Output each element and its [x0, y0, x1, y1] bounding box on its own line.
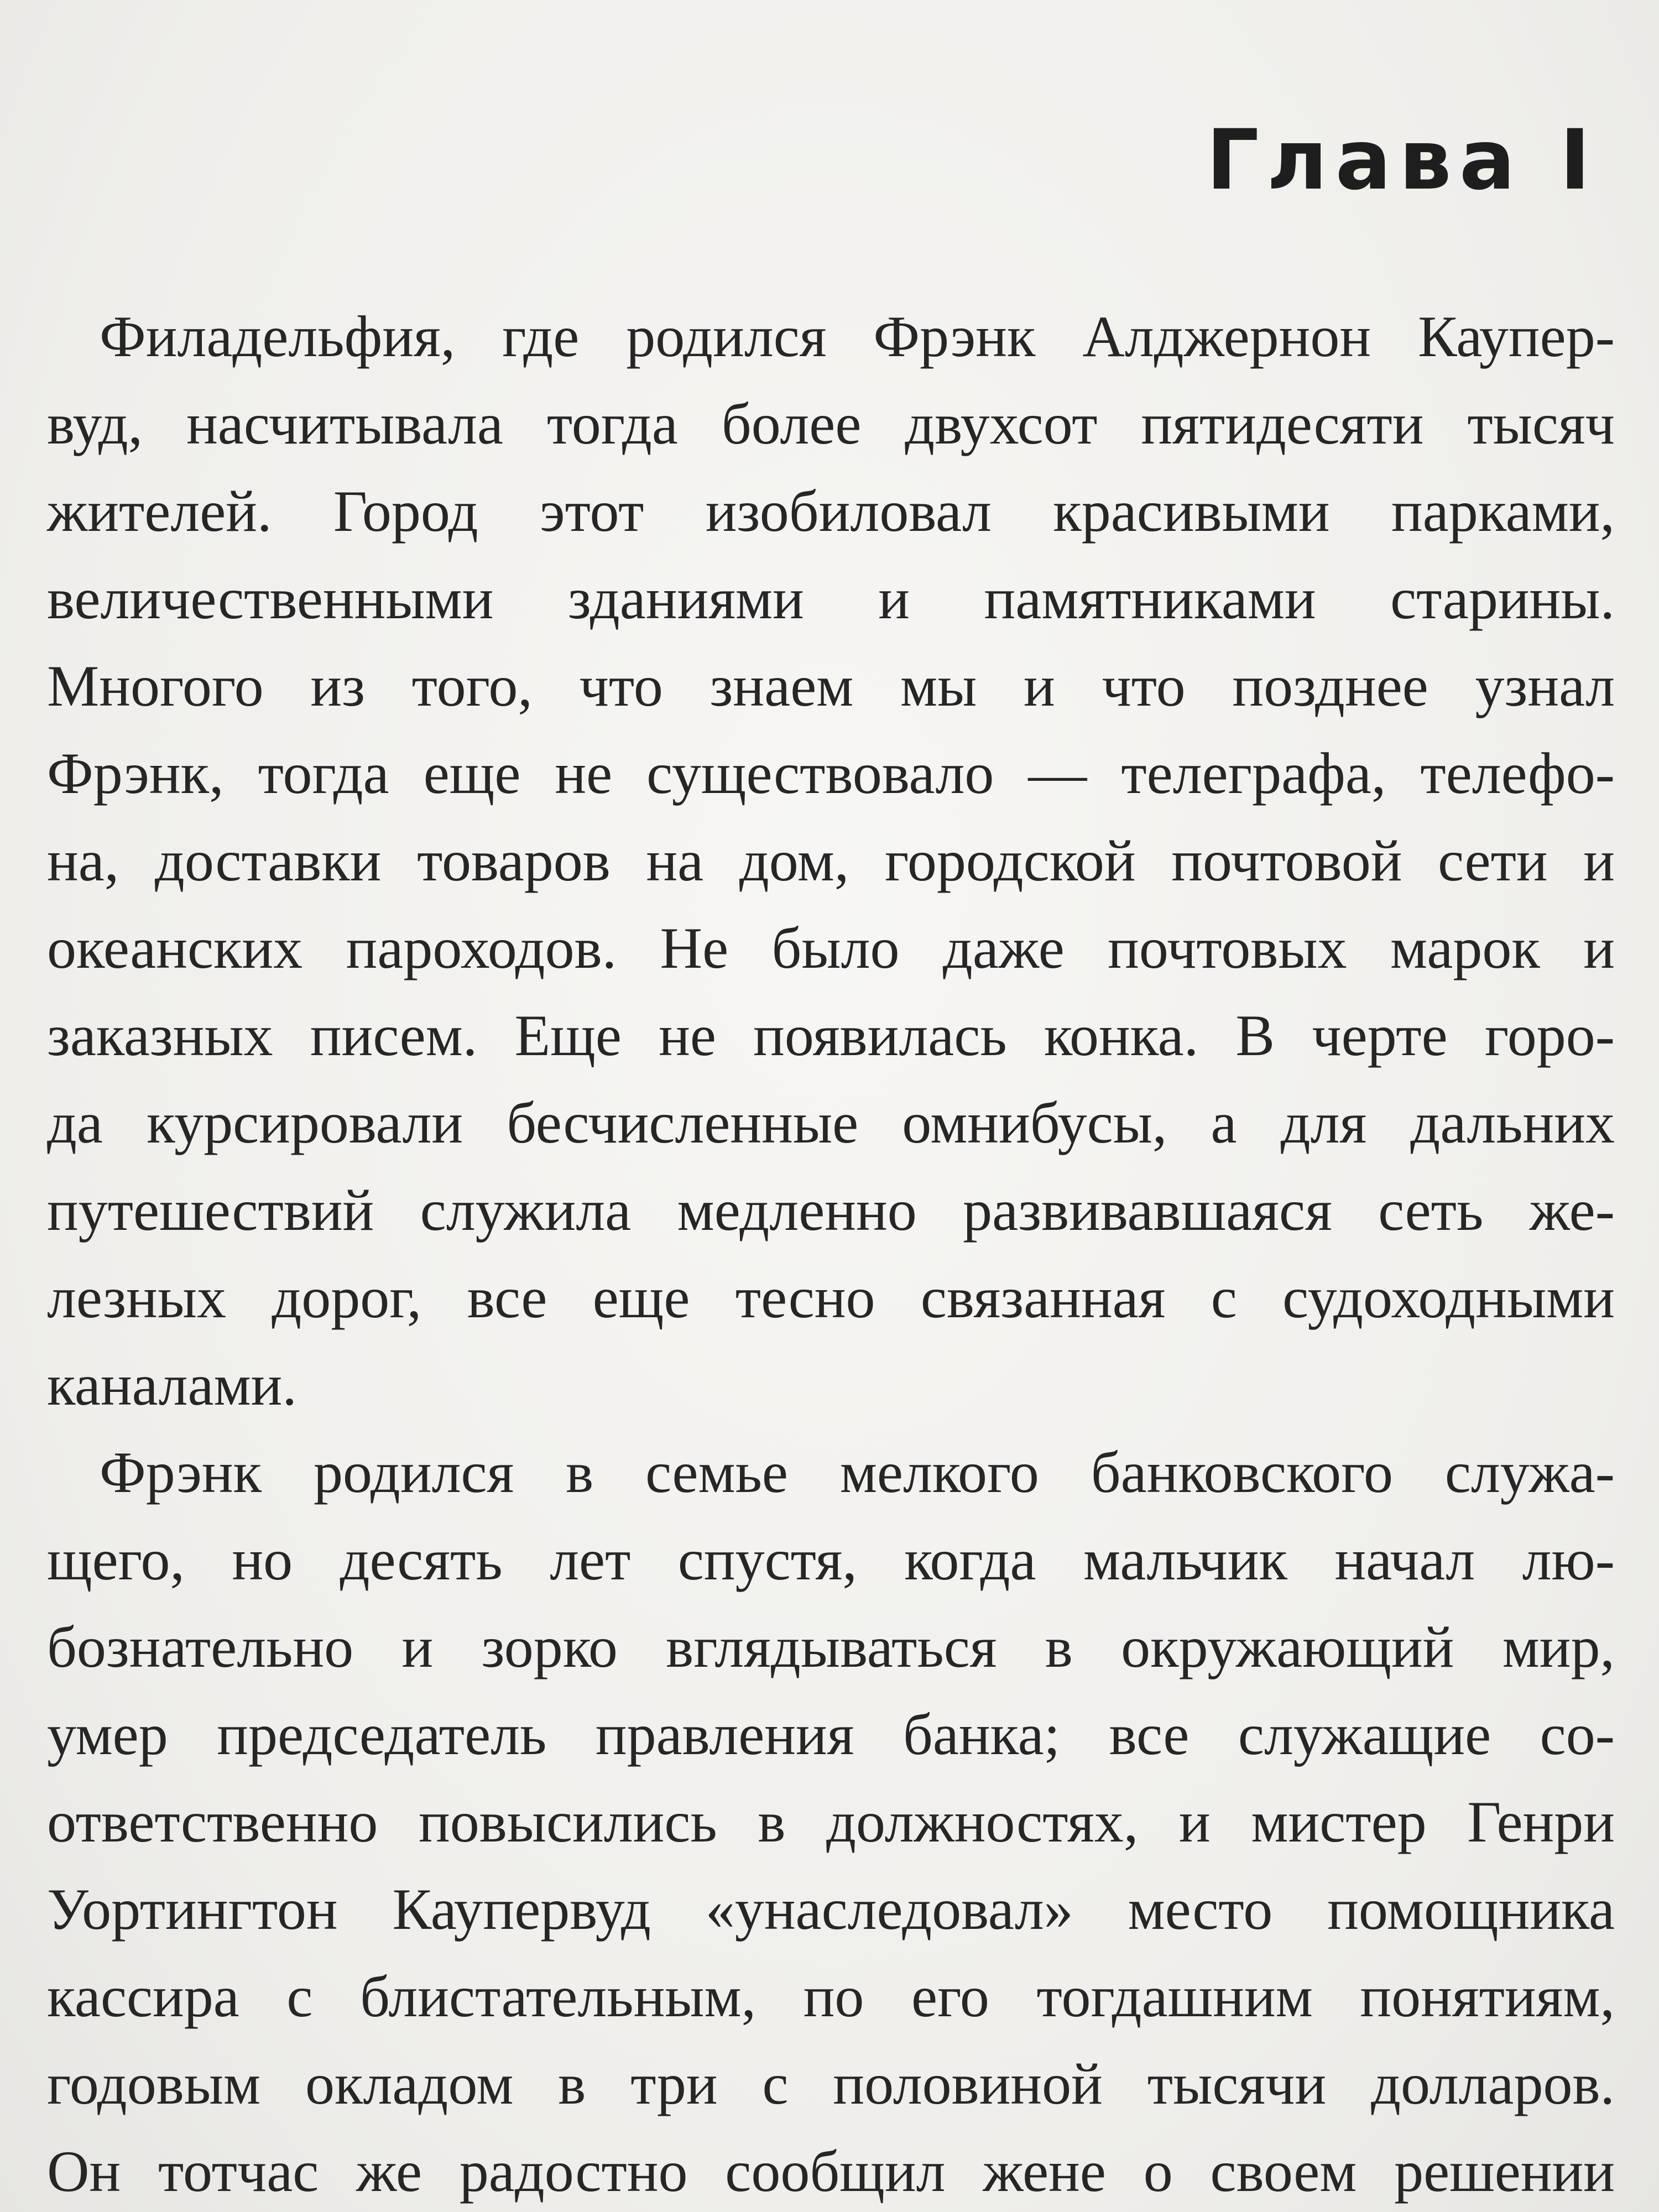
- text-line: Уортингтон Каупервуд «унаследовал» место помощника: [47, 1877, 1615, 1942]
- text-line: годовым окладом в три с половиной тысячи долларов.: [47, 2052, 1615, 2116]
- text-line: Филадельфия, где родился Фрэнк Алджернон Каупер-: [100, 304, 1615, 369]
- text-line: бознательно и зорко вглядываться в окружающий мир,: [47, 1615, 1615, 1679]
- text-line: щего, но десять лет спустя, когда мальчик начал лю-: [47, 1527, 1615, 1592]
- text-line: кассира с блистательным, по его тогдашним понятиям,: [47, 1964, 1615, 2029]
- text-line: Он тотчас же радостно сообщил жене о своем решении: [47, 2139, 1615, 2204]
- body-text: [47, 293, 1615, 2212]
- text-line: ответственно повысились в должностях, и мистер Генри: [47, 1790, 1615, 1854]
- text-line: Многого из того, что знаем мы и что позднее узнал: [47, 654, 1615, 718]
- text-line: умер председатель правления банка; все служащие со-: [47, 1702, 1615, 1767]
- text-line: вуд, насчитывала тогда более двухсот пятидесяти тысяч: [47, 392, 1615, 456]
- text-line: каналами.: [47, 1353, 297, 1417]
- text-line: океанских пароходов. Не было даже почтовых марок и: [47, 916, 1615, 980]
- chapter-title: Глава I: [1206, 112, 1598, 208]
- text-line: величественными зданиями и памятниками старины.: [47, 566, 1615, 631]
- paragraph-1: [47, 293, 1615, 1429]
- text-line: путешествий служила медленно развивавшаяся сеть же-: [47, 1178, 1615, 1243]
- text-line: Фрэнк родился в семье мелкого банковского служа-: [100, 1440, 1615, 1505]
- text-line: жителей. Город этот изобиловал красивыми парками,: [47, 479, 1615, 544]
- paragraph-2: [47, 1429, 1615, 2212]
- text-line: да курсировали бесчисленные омнибусы, а для дальних: [47, 1091, 1615, 1155]
- text-line: лезных дорог, все еще тесно связанная с судоходными: [47, 1265, 1615, 1330]
- text-line: Фрэнк, тогда еще не существовало — телеграфа, телефо-: [47, 741, 1615, 806]
- text-line: заказных писем. Еще не появилась конка. В черте горо-: [47, 1003, 1615, 1068]
- text-line: на, доставки товаров на дом, городской почтовой сети и: [47, 828, 1615, 893]
